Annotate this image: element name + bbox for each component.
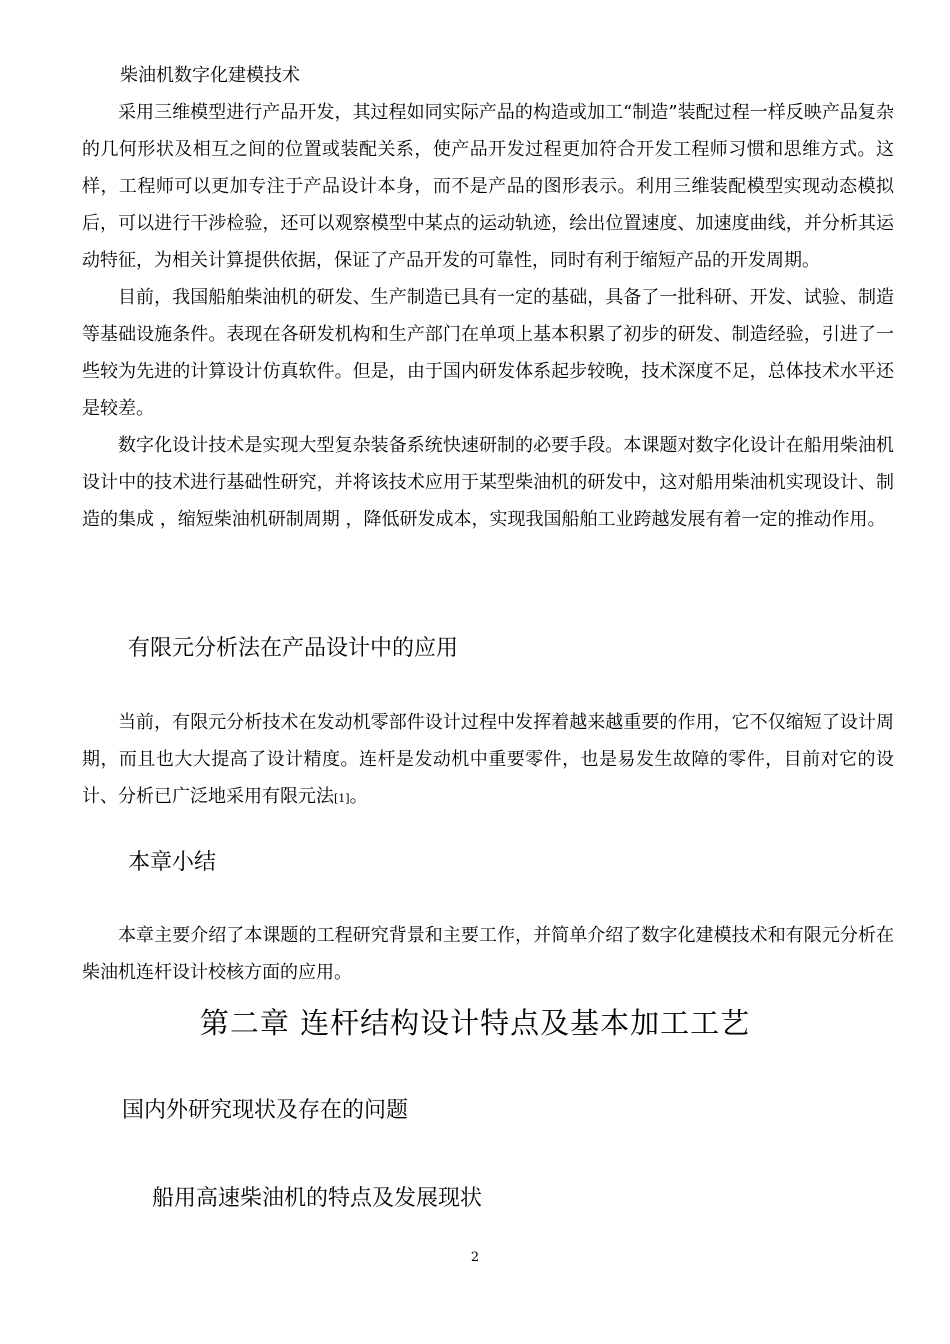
paragraph-fea-text: 当前，有限元分析技术在发动机零部件设计过程中发挥着越来越重要的作用，它不仅缩短了设计周期，而且也大大提高了设计精度。连杆是发动机中重要零件，也是易发生故障的零件，目前对它的设计、分析已广泛地采用有限元法 — [82, 712, 894, 807]
paragraph-fea-end: 。 — [349, 786, 368, 807]
paragraph-summary: 本章主要介绍了本课题的工程研究背景和主要工作，并简单介绍了数字化建模技术和有限元分析在柴油机连杆设计校核方面的应用。 — [82, 925, 894, 983]
paragraph-current-status: 目前，我国船舶柴油机的研发、生产制造已具有一定的基础，具备了一批科研、开发、试验、制造等基础设施条件。表现在各研发机构和生产部门在单项上基本积累了初步的研发、制造经验，引进了一些较为先进的计算设计仿真软件。但是，由于国内研发体系起步较晚，技术深度不足，总体技术水平还是较差。 — [82, 287, 894, 419]
body-paragraphs — [82, 94, 894, 538]
subsection-heading-marine-diesel: 船用高速柴油机的特点及发展现状 — [152, 1186, 483, 1211]
paragraph-fea — [82, 704, 894, 817]
paragraph-3d-model: 采用三维模型进行产品开发，其过程如同实际产品的构造或加工“制造”装配过程一样反映产品复杂的几何形状及相互之间的位置或装配关系，使产品开发过程更加符合开发工程师习惯和思维方式。这样，工程师可以更加专注于产品设计本身，而不是产品的图形表示。利用三维装配模型实现动态模拟后，可以进行干涉检验，还可以观察模型中某点的运动轨迹，绘出位置速度、加速度曲线，并分析其运动特征，为相关计算提供依据，保证了产品开发的可靠性，同时有利于缩短产品的开发周期。 — [82, 102, 894, 271]
paragraph-digital-design: 数字化设计技术是实现大型复杂装备系统快速研制的必要手段。本课题对数字化设计在船用柴油机设计中的技术进行基础性研究，并将该技术应用于某型柴油机的研发中，这对船用柴油机实现设计、制造的集成 ，缩短柴油机研制周期 ，降低研发成本，实现我国船舶工业跨越发展有着一定的推动作用。 — [82, 435, 894, 530]
chapter-title: 第二章 连杆结构设计特点及基本加工工艺 — [199, 1006, 751, 1040]
heading-fea-application: 有限元分析法在产品设计中的应用 — [128, 636, 459, 661]
heading-chapter-summary: 本章小结 — [128, 850, 217, 875]
page-number: 2 — [470, 1250, 480, 1265]
subsection-heading-digital-modeling: 柴油机数字化建模技术 — [120, 65, 300, 86]
summary-paragraph-block — [82, 917, 894, 991]
citation-marker: [1] — [334, 792, 350, 805]
fea-paragraph-block — [82, 704, 894, 817]
section-heading-research-status: 国内外研究现状及存在的问题 — [122, 1098, 409, 1123]
